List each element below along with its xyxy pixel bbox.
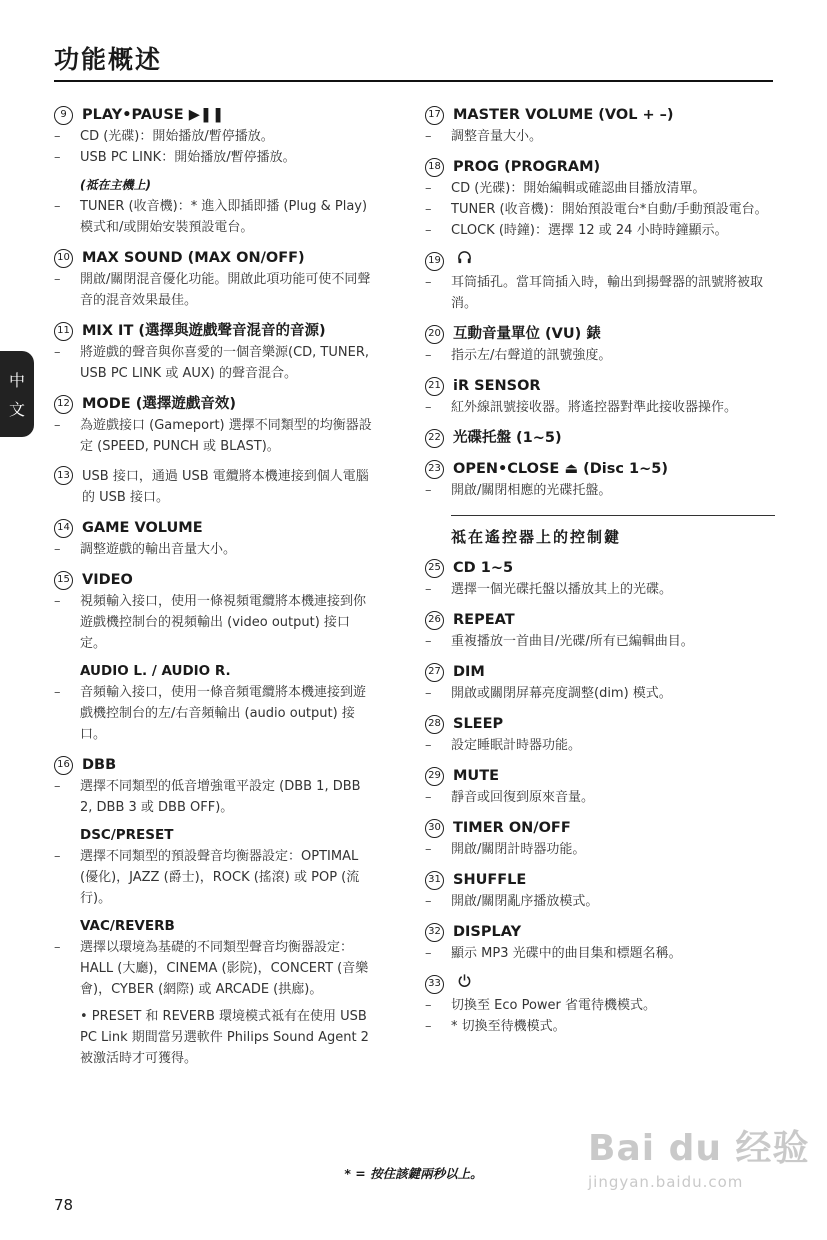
feature-title: GAME VOLUME [82, 520, 203, 536]
description-line [54, 682, 374, 745]
feature-item [54, 247, 374, 311]
feature-item [425, 323, 775, 366]
dash-marker: – [425, 483, 432, 498]
feature-title: SLEEP [453, 716, 504, 732]
section-title: 祗在遙控器上的控制鍵 [451, 528, 622, 546]
description-text: CLOCK (時鐘)：選擇 12 或 24 小時時鐘顯示。 [451, 223, 728, 238]
dash-marker: – [425, 686, 432, 701]
description-text: 設定睡眠計時器功能。 [451, 738, 582, 753]
description-line [425, 683, 775, 704]
dash-marker: – [54, 849, 61, 864]
item-number-badge: 32 [425, 923, 444, 942]
feature-item [425, 973, 775, 1037]
description-line [54, 776, 374, 818]
item-number-badge: 17 [425, 106, 444, 125]
feature-heading [425, 250, 775, 272]
description-text: 為遊戲接口 (Gameport) 選擇不同類型的均衡器設定 (SPEED, PUNCH 或 BLAST)。 [80, 418, 372, 454]
feature-heading [425, 458, 775, 480]
footnote: * = 按住該鍵兩秒以上。 [344, 1166, 483, 1181]
description-line [54, 196, 374, 238]
description-line [54, 539, 374, 560]
item-number-badge: 11 [54, 322, 73, 341]
feature-title: OPEN•CLOSE ⏏ (Disc 1~5) [453, 461, 668, 477]
description-line [425, 1016, 775, 1037]
feature-title: PROG (PROGRAM) [453, 159, 601, 175]
description-text: USB PC LINK：開始播放/暫停播放。 [80, 150, 296, 165]
feature-heading [54, 569, 374, 591]
headphones-icon [453, 250, 472, 272]
dash-marker: – [425, 223, 432, 238]
dash-marker: – [425, 998, 432, 1013]
dash-marker: – [54, 940, 61, 955]
description-text: 紅外線訊號接收器。將遙控器對準此接收器操作。 [451, 400, 738, 415]
feature-title: CD 1~5 [453, 560, 514, 576]
item-number-badge: 33 [425, 975, 444, 994]
description-text: 靜音或回復到原來音量。 [451, 790, 595, 805]
item-number-badge: 18 [425, 158, 444, 177]
description-text: 選擇不同類型的低音增強電平設定 (DBB 1, DBB 2, DBB 3 或 DBB OFF)。 [80, 779, 361, 815]
item-number-badge: 19 [425, 252, 444, 271]
feature-item [54, 466, 374, 508]
item-number-badge: 22 [425, 429, 444, 448]
description-line [54, 269, 374, 311]
language-side-tab [0, 351, 34, 437]
item-number-badge: 9 [54, 106, 73, 125]
description-text: 視頻輸入接口，使用一條視頻電纜將本機連接到你遊戲機控制台的視頻輸出 (video output) 接口定。 [80, 594, 367, 651]
feature-heading [425, 156, 775, 178]
dash-marker: – [54, 418, 61, 433]
item-number-badge: 15 [54, 571, 73, 590]
feature-title: MIX IT (選擇與遊戲聲音混音的音源) [82, 323, 326, 339]
dash-marker: – [425, 634, 432, 649]
feature-item [425, 458, 775, 501]
item-number-badge: 27 [425, 663, 444, 682]
item-number-badge: 23 [425, 460, 444, 479]
feature-item [425, 869, 775, 912]
item-number-badge: 29 [425, 767, 444, 786]
feature-item [425, 713, 775, 756]
feature-item [425, 104, 775, 147]
feature-item [54, 754, 374, 1069]
description-line [425, 220, 775, 241]
description-text: TUNER (收音機)：* 進入即插即播 (Plug & Play) 模式和/或開始安裝預設電台。 [80, 199, 368, 235]
feature-heading [54, 104, 374, 126]
dash-marker: – [54, 150, 61, 165]
feature-heading [425, 323, 775, 345]
feature-heading [425, 921, 775, 943]
feature-heading [425, 557, 775, 579]
dash-marker: – [425, 946, 432, 961]
feature-title: DBB [82, 757, 117, 773]
section-divider [451, 515, 775, 516]
description-line [425, 631, 775, 652]
feature-item [425, 156, 775, 241]
item-number-badge: 31 [425, 871, 444, 890]
dash-marker: – [425, 275, 432, 290]
side-tab-char: 文 [8, 400, 25, 419]
dash-marker: – [425, 181, 432, 196]
description-text: 開啟/關閉計時器功能。 [451, 842, 586, 857]
feature-heading [425, 869, 775, 891]
description-text: 開啟/關閉相應的光碟托盤。 [451, 483, 612, 498]
description-text: 顯示 MP3 光碟中的曲目集和標題名稱。 [451, 946, 682, 961]
feature-item [425, 557, 775, 600]
feature-heading [425, 609, 775, 631]
item-number-badge: 26 [425, 611, 444, 630]
feature-heading [425, 973, 775, 995]
item-number-badge: 13 [54, 466, 73, 485]
right-column [425, 104, 775, 1046]
item-number-badge: 14 [54, 519, 73, 538]
description-text: 選擇不同類型的預設聲音均衡器設定：OPTIMAL (優化)，JAZZ (爵士)，ROCK (搖滾) 或 POP (流行)。 [80, 849, 360, 906]
page-number: 78 [54, 1196, 74, 1214]
dash-marker: – [425, 202, 432, 217]
item-number-badge: 21 [425, 377, 444, 396]
item-number-badge: 12 [54, 395, 73, 414]
feature-heading [54, 320, 374, 342]
feature-item [54, 104, 374, 238]
feature-title: REPEAT [453, 612, 515, 628]
description-text: 切換至 Eco Power 省電待機模式。 [451, 998, 657, 1013]
description-line [425, 178, 775, 199]
item-number-badge: 16 [54, 756, 73, 775]
description-line [425, 126, 775, 147]
description-line [425, 839, 775, 860]
feature-title: VIDEO [82, 572, 133, 588]
feature-title: iR SENSOR [453, 378, 541, 394]
description-text: 開啟/關閉亂序播放模式。 [451, 894, 599, 909]
description-line [54, 591, 374, 654]
feature-item [425, 921, 775, 964]
dash-marker: – [425, 129, 432, 144]
description-text: 指示左/右聲道的訊號強度。 [451, 348, 612, 363]
description-text: 將遊戲的聲音與你喜愛的一個音樂源(CD, TUNER, USB PC LINK 或 AUX) 的聲音混合。 [80, 345, 369, 381]
feature-title: 光碟托盤 (1~5) [453, 430, 562, 446]
title-rule [54, 80, 773, 82]
description-line [425, 272, 775, 314]
feature-title: DIM [453, 664, 485, 680]
feature-heading [54, 393, 374, 415]
feature-heading [425, 661, 775, 683]
watermark-logo: Bai du 经验 [588, 1128, 810, 1169]
feature-title: MODE (選擇遊戲音效) [82, 396, 236, 412]
feature-item [425, 250, 775, 314]
description-text: 調整遊戲的輸出音量大小。 [80, 542, 237, 557]
feature-heading [425, 104, 775, 126]
feature-item [54, 320, 374, 384]
side-tab-char: 中 [8, 371, 25, 390]
feature-heading [54, 466, 374, 508]
left-column [54, 104, 374, 1078]
sub-heading-note: (祗在主機上) [80, 178, 151, 192]
description-line [425, 480, 775, 501]
dash-marker: – [425, 1019, 432, 1034]
dash-marker: – [54, 199, 61, 214]
feature-heading [425, 713, 775, 735]
description-line [425, 943, 775, 964]
feature-title: TIMER ON/OFF [453, 820, 571, 836]
description-text: 選擇一個光碟托盤以播放其上的光碟。 [451, 582, 673, 597]
description-line [425, 735, 775, 756]
feature-item [425, 427, 775, 449]
feature-item [54, 517, 374, 560]
description-line [54, 342, 374, 384]
dash-marker: – [54, 542, 61, 557]
feature-title: 互動音量單位 (VU) 錶 [453, 326, 601, 342]
feature-heading [425, 817, 775, 839]
dash-marker: – [54, 594, 61, 609]
power-icon [453, 973, 472, 995]
feature-heading [425, 765, 775, 787]
description-text: TUNER (收音機)：開始預設電台*自動/手動預設電台。 [451, 202, 768, 217]
bullet-note: • PRESET 和 REVERB 環境模式祗有在使用 USB PC Link 期間當另選軟件 Philips Sound Agent 2 被激活時才可獲得。 [80, 1009, 369, 1066]
item-number-badge: 30 [425, 819, 444, 838]
page-title: 功能概述 [54, 45, 163, 74]
description-text: 開啟或關閉屏幕亮度調整(dim) 模式。 [451, 686, 672, 701]
description-text: 調整音量大小。 [451, 129, 543, 144]
dash-marker: – [425, 738, 432, 753]
description-line [425, 787, 775, 808]
item-number-badge: 25 [425, 559, 444, 578]
description-line [54, 937, 374, 1000]
dash-marker: – [54, 685, 61, 700]
watermark-url: jingyan.baidu.com [588, 1173, 744, 1191]
description-line [425, 397, 775, 418]
feature-item [425, 375, 775, 418]
dash-marker: – [425, 348, 432, 363]
description-line [425, 891, 775, 912]
feature-heading [425, 427, 775, 449]
description-text: 開啟/關閉混音優化功能。開啟此項功能可使不同聲音的混音效果最佳。 [80, 272, 371, 308]
dash-marker: – [425, 790, 432, 805]
feature-description: USB 接口，通過 USB 電纜將本機連接到個人電腦的 USB 接口。 [82, 469, 369, 505]
description-line [54, 846, 374, 909]
dash-marker: – [425, 842, 432, 857]
feature-item [54, 393, 374, 457]
description-line [54, 147, 374, 168]
feature-title: MASTER VOLUME (VOL + –) [453, 107, 674, 123]
feature-title: SHUFFLE [453, 872, 527, 888]
description-line [425, 995, 775, 1016]
feature-heading [54, 754, 374, 776]
description-line [425, 345, 775, 366]
feature-item [425, 765, 775, 808]
dash-marker: – [425, 894, 432, 909]
description-line [54, 126, 374, 147]
sub-heading: DSC/PRESET [80, 827, 174, 843]
description-line [54, 415, 374, 457]
feature-item [425, 661, 775, 704]
sub-heading: AUDIO L. / AUDIO R. [80, 663, 231, 679]
sub-heading: VAC/REVERB [80, 918, 175, 934]
item-number-badge: 10 [54, 249, 73, 268]
feature-item [425, 609, 775, 652]
description-text: 選擇以環境為基礎的不同類型聲音均衡器設定：HALL (大廳)，CINEMA (影院)，CONCERT (音樂會)，CYBER (網際) 或 ARCADE (拱廊)。 [80, 940, 369, 997]
feature-item [425, 817, 775, 860]
description-text: CD (光碟)：開始編輯或確認曲目播放清單。 [451, 181, 706, 196]
description-text: CD (光碟)：開始播放/暫停播放。 [80, 129, 274, 144]
item-number-badge: 20 [425, 325, 444, 344]
dash-marker: – [425, 582, 432, 597]
description-line [425, 579, 775, 600]
dash-marker: – [54, 345, 61, 360]
dash-marker: – [54, 272, 61, 287]
description-line [425, 199, 775, 220]
dash-marker: – [425, 400, 432, 415]
description-text: 耳筒插孔。當耳筒插入時，輸出到揚聲器的訊號將被取消。 [451, 275, 764, 311]
dash-marker: – [54, 779, 61, 794]
watermark [588, 1120, 810, 1191]
feature-item [54, 569, 374, 745]
feature-title: MUTE [453, 768, 499, 784]
feature-heading [425, 375, 775, 397]
description-text: * 切換至待機模式。 [451, 1019, 566, 1034]
feature-title: DISPLAY [453, 924, 522, 940]
description-text: 音頻輸入接口，使用一條音頻電纜將本機連接到遊戲機控制台的左/右音頻輸出 (audio output) 接口。 [80, 685, 367, 742]
item-number-badge: 28 [425, 715, 444, 734]
dash-marker: – [54, 129, 61, 144]
feature-heading [54, 247, 374, 269]
feature-title: PLAY•PAUSE ▶❚❚ [82, 107, 225, 123]
description-text: 重複播放一首曲目/光碟/所有已編輯曲目。 [451, 634, 694, 649]
feature-title: MAX SOUND (MAX ON/OFF) [82, 250, 305, 266]
feature-heading [54, 517, 374, 539]
